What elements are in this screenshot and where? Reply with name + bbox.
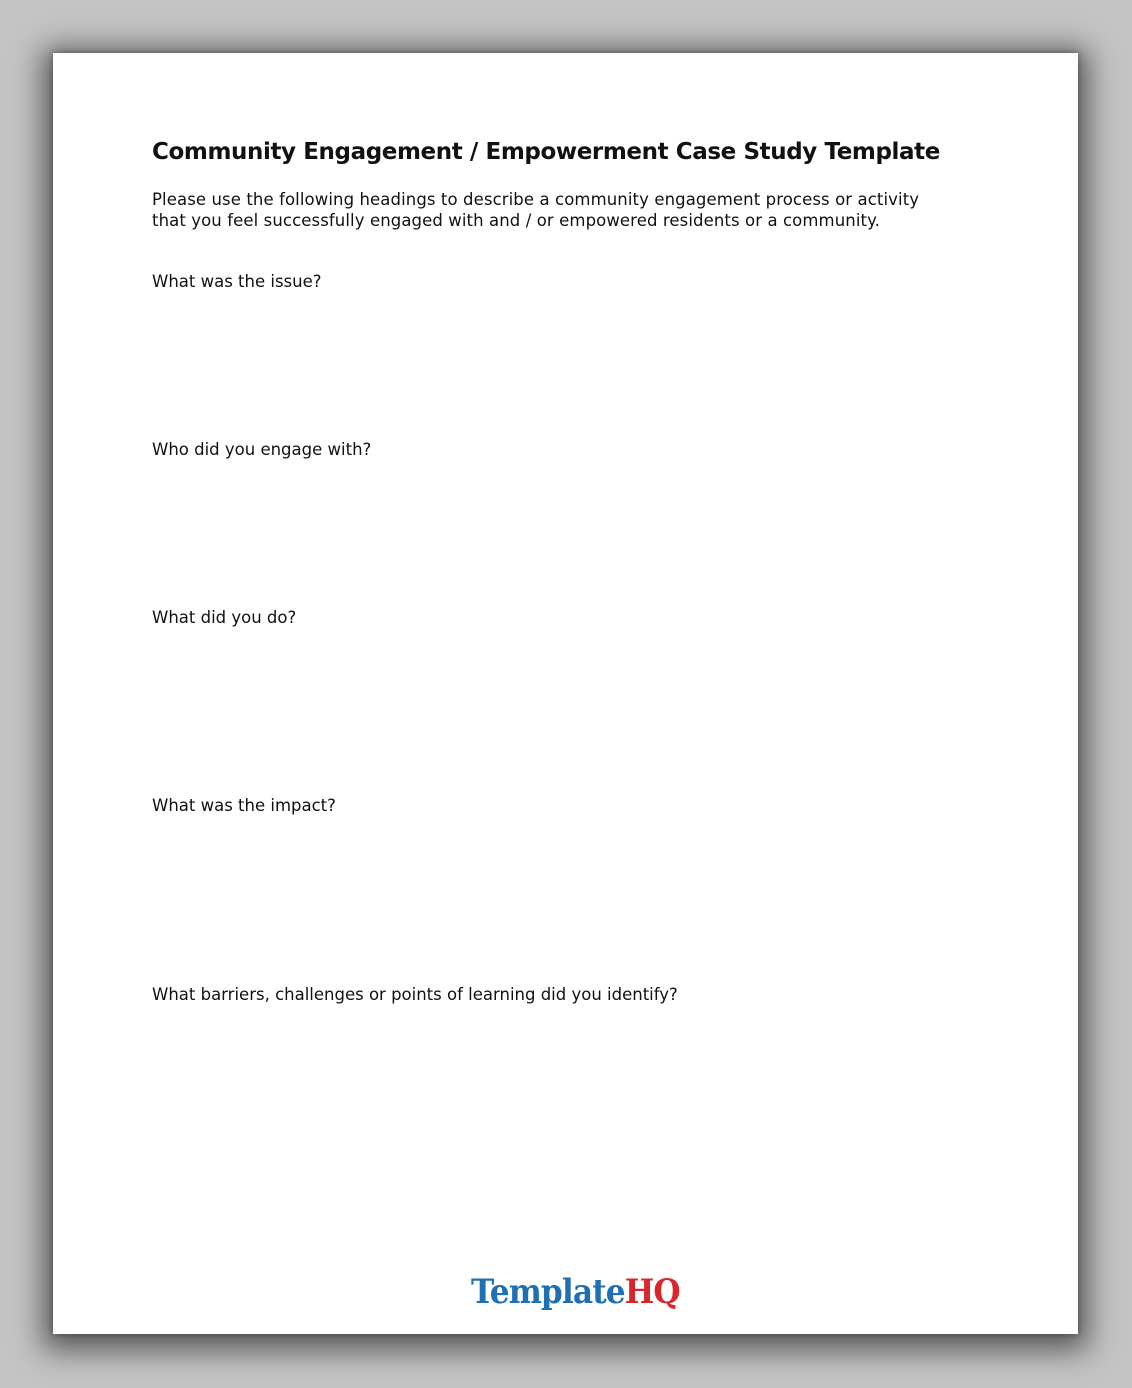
document-title: Community Engagement / Empowerment Case Study Template bbox=[152, 139, 940, 165]
document-page bbox=[53, 53, 1078, 1334]
intro-paragraph: Please use the following headings to describe a community engagement process or activity that you feel successfully engaged with and / or empowered residents or a community. bbox=[152, 190, 920, 230]
question-impact: What was the impact? bbox=[152, 796, 336, 815]
question-what-did-you-do: What did you do? bbox=[152, 608, 297, 627]
question-barriers: What barriers, challenges or points of learning did you identify? bbox=[152, 985, 678, 1004]
question-engaged-with: Who did you engage with? bbox=[152, 440, 372, 459]
logo-text-hq: HQ bbox=[624, 1272, 680, 1312]
templatehq-logo bbox=[471, 1272, 680, 1312]
logo-text-template: Template bbox=[471, 1272, 625, 1312]
question-issue: What was the issue? bbox=[152, 272, 322, 291]
